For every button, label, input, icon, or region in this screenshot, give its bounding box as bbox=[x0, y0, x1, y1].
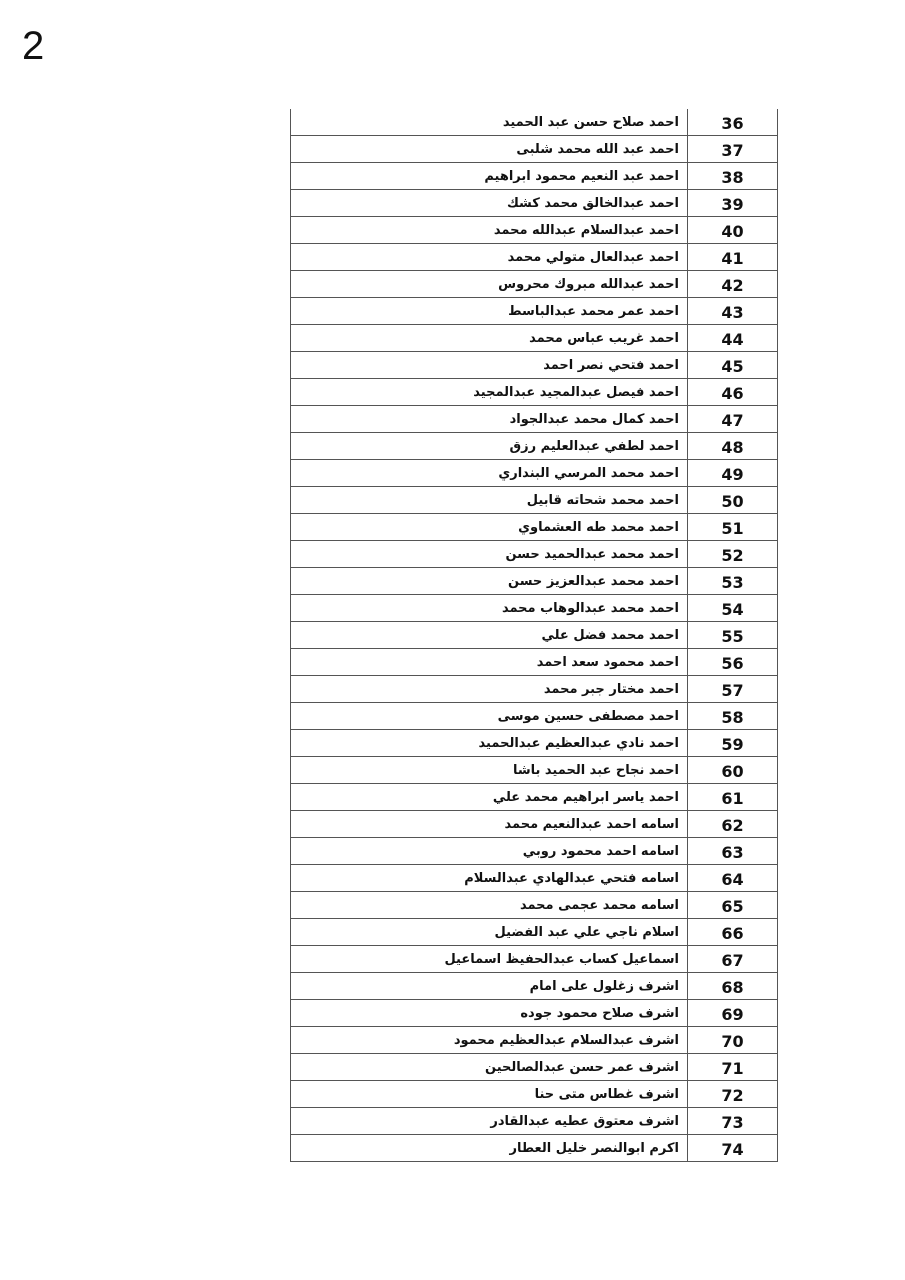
table-row bbox=[291, 433, 778, 460]
person-name-cell: احمد نجاح عبد الحميد باشا bbox=[291, 757, 688, 784]
person-name-cell: اسماعيل كساب عبدالحفيظ اسماعيل bbox=[291, 946, 688, 973]
roster-table bbox=[290, 109, 778, 1162]
serial-number-cell: 62 bbox=[688, 811, 778, 838]
person-name-cell: احمد محمد فضل علي bbox=[291, 622, 688, 649]
table-row bbox=[291, 1108, 778, 1135]
table-row bbox=[291, 379, 778, 406]
person-name-cell: احمد صلاح حسن عبد الحميد bbox=[291, 109, 688, 136]
person-name-cell: احمد محمد عبدالحميد حسن bbox=[291, 541, 688, 568]
person-name-cell: احمد غريب عباس محمد bbox=[291, 325, 688, 352]
serial-number-cell: 72 bbox=[688, 1081, 778, 1108]
person-name-cell: اسامه احمد عبدالنعيم محمد bbox=[291, 811, 688, 838]
serial-number-cell: 60 bbox=[688, 757, 778, 784]
serial-number-cell: 36 bbox=[688, 109, 778, 136]
table-row bbox=[291, 757, 778, 784]
person-name-cell: احمد عبدالسلام عبدالله محمد bbox=[291, 217, 688, 244]
serial-number-cell: 64 bbox=[688, 865, 778, 892]
person-name-cell: احمد عبدالخالق محمد كشك bbox=[291, 190, 688, 217]
serial-number-cell: 74 bbox=[688, 1135, 778, 1162]
table-row bbox=[291, 244, 778, 271]
serial-number-cell: 50 bbox=[688, 487, 778, 514]
person-name-cell: احمد عبد النعيم محمود ابراهيم bbox=[291, 163, 688, 190]
table-row bbox=[291, 568, 778, 595]
table-row bbox=[291, 217, 778, 244]
table-row bbox=[291, 622, 778, 649]
table-row bbox=[291, 487, 778, 514]
person-name-cell: احمد نادي عبدالعظيم عبدالحميد bbox=[291, 730, 688, 757]
person-name-cell: احمد محمد شحاته قابيل bbox=[291, 487, 688, 514]
serial-number-cell: 42 bbox=[688, 271, 778, 298]
serial-number-cell: 63 bbox=[688, 838, 778, 865]
roster-body bbox=[291, 109, 778, 1162]
person-name-cell: احمد مصطفى حسين موسى bbox=[291, 703, 688, 730]
table-row bbox=[291, 730, 778, 757]
serial-number-cell: 71 bbox=[688, 1054, 778, 1081]
serial-number-cell: 61 bbox=[688, 784, 778, 811]
table-row bbox=[291, 109, 778, 136]
person-name-cell: اشرف صلاح محمود جوده bbox=[291, 1000, 688, 1027]
table-row bbox=[291, 514, 778, 541]
serial-number-cell: 44 bbox=[688, 325, 778, 352]
serial-number-cell: 59 bbox=[688, 730, 778, 757]
person-name-cell: احمد عبدالعال متولي محمد bbox=[291, 244, 688, 271]
table-row bbox=[291, 865, 778, 892]
person-name-cell: احمد محمد عبدالعزيز حسن bbox=[291, 568, 688, 595]
person-name-cell: احمد محمد طه العشماوي bbox=[291, 514, 688, 541]
person-name-cell: احمد عبد الله محمد شلبى bbox=[291, 136, 688, 163]
person-name-cell: اسامه احمد محمود روبي bbox=[291, 838, 688, 865]
page-number: 2 bbox=[22, 24, 45, 68]
person-name-cell: احمد كمال محمد عبدالجواد bbox=[291, 406, 688, 433]
table-row bbox=[291, 325, 778, 352]
table-row bbox=[291, 784, 778, 811]
person-name-cell: اسلام ناجي علي عبد الفضيل bbox=[291, 919, 688, 946]
person-name-cell: اشرف زغلول على امام bbox=[291, 973, 688, 1000]
table-row bbox=[291, 838, 778, 865]
person-name-cell: احمد محمد المرسي البنداري bbox=[291, 460, 688, 487]
person-name-cell: اكرم ابوالنصر خليل العطار bbox=[291, 1135, 688, 1162]
table-row bbox=[291, 946, 778, 973]
table-row bbox=[291, 595, 778, 622]
serial-number-cell: 70 bbox=[688, 1027, 778, 1054]
serial-number-cell: 65 bbox=[688, 892, 778, 919]
person-name-cell: اشرف عبدالسلام عبدالعظيم محمود bbox=[291, 1027, 688, 1054]
serial-number-cell: 52 bbox=[688, 541, 778, 568]
table-row bbox=[291, 1054, 778, 1081]
serial-number-cell: 73 bbox=[688, 1108, 778, 1135]
serial-number-cell: 58 bbox=[688, 703, 778, 730]
serial-number-cell: 49 bbox=[688, 460, 778, 487]
serial-number-cell: 69 bbox=[688, 1000, 778, 1027]
table-row bbox=[291, 973, 778, 1000]
person-name-cell: احمد ياسر ابراهيم محمد علي bbox=[291, 784, 688, 811]
serial-number-cell: 56 bbox=[688, 649, 778, 676]
serial-number-cell: 38 bbox=[688, 163, 778, 190]
serial-number-cell: 67 bbox=[688, 946, 778, 973]
table-row bbox=[291, 406, 778, 433]
serial-number-cell: 55 bbox=[688, 622, 778, 649]
person-name-cell: احمد فيصل عبدالمجيد عبدالمجيد bbox=[291, 379, 688, 406]
serial-number-cell: 48 bbox=[688, 433, 778, 460]
serial-number-cell: 57 bbox=[688, 676, 778, 703]
table-row bbox=[291, 460, 778, 487]
table-row bbox=[291, 163, 778, 190]
table-row bbox=[291, 919, 778, 946]
table-row bbox=[291, 136, 778, 163]
serial-number-cell: 66 bbox=[688, 919, 778, 946]
person-name-cell: احمد عمر محمد عبدالباسط bbox=[291, 298, 688, 325]
table-row bbox=[291, 1000, 778, 1027]
table-row bbox=[291, 892, 778, 919]
table-row bbox=[291, 190, 778, 217]
table-row bbox=[291, 1135, 778, 1162]
table-row bbox=[291, 811, 778, 838]
person-name-cell: احمد محمد عبدالوهاب محمد bbox=[291, 595, 688, 622]
table-row bbox=[291, 352, 778, 379]
table-row bbox=[291, 541, 778, 568]
serial-number-cell: 47 bbox=[688, 406, 778, 433]
person-name-cell: احمد فتحي نصر احمد bbox=[291, 352, 688, 379]
person-name-cell: اشرف عمر حسن عبدالصالحين bbox=[291, 1054, 688, 1081]
person-name-cell: اسامه محمد عجمى محمد bbox=[291, 892, 688, 919]
serial-number-cell: 37 bbox=[688, 136, 778, 163]
serial-number-cell: 39 bbox=[688, 190, 778, 217]
serial-number-cell: 68 bbox=[688, 973, 778, 1000]
person-name-cell: احمد محمود سعد احمد bbox=[291, 649, 688, 676]
person-name-cell: اشرف معتوق عطيه عبدالقادر bbox=[291, 1108, 688, 1135]
person-name-cell: احمد مختار جبر محمد bbox=[291, 676, 688, 703]
serial-number-cell: 40 bbox=[688, 217, 778, 244]
serial-number-cell: 41 bbox=[688, 244, 778, 271]
serial-number-cell: 54 bbox=[688, 595, 778, 622]
serial-number-cell: 51 bbox=[688, 514, 778, 541]
table-row bbox=[291, 649, 778, 676]
table-row bbox=[291, 271, 778, 298]
person-name-cell: احمد لطفي عبدالعليم رزق bbox=[291, 433, 688, 460]
serial-number-cell: 45 bbox=[688, 352, 778, 379]
serial-number-cell: 43 bbox=[688, 298, 778, 325]
table-row bbox=[291, 676, 778, 703]
person-name-cell: اشرف غطاس متى حنا bbox=[291, 1081, 688, 1108]
serial-number-cell: 46 bbox=[688, 379, 778, 406]
table-row bbox=[291, 1027, 778, 1054]
table-row bbox=[291, 1081, 778, 1108]
serial-number-cell: 53 bbox=[688, 568, 778, 595]
person-name-cell: احمد عبدالله مبروك محروس bbox=[291, 271, 688, 298]
table-row bbox=[291, 703, 778, 730]
person-name-cell: اسامه فتحي عبدالهادي عبدالسلام bbox=[291, 865, 688, 892]
table-row bbox=[291, 298, 778, 325]
